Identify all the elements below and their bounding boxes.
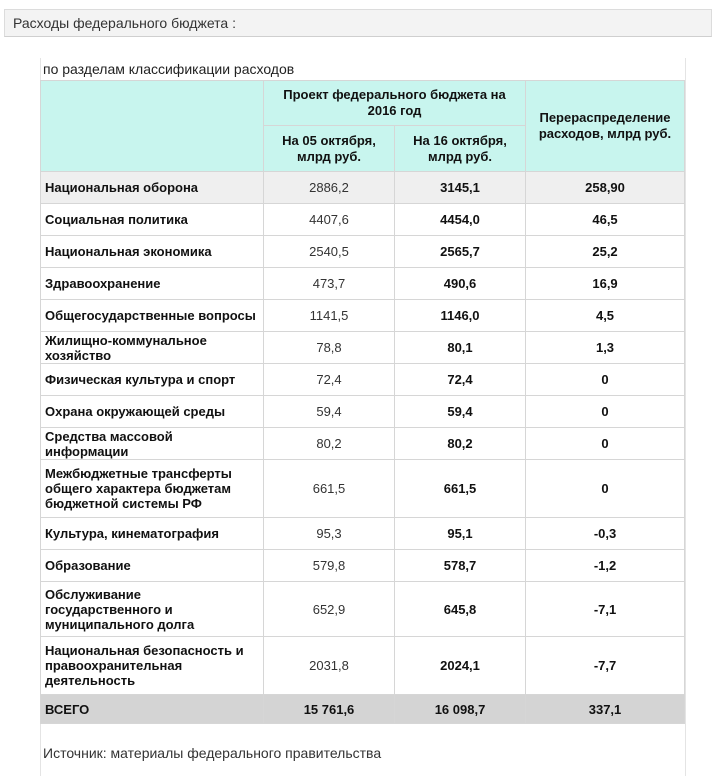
row-oct16: 4454,0 [395,204,526,236]
row-name: Охрана окружающей среды [41,396,264,428]
row-oct16: 95,1 [395,518,526,550]
total-name: ВСЕГО [41,695,264,724]
row-diff: 46,5 [526,204,685,236]
row-name: Социальная политика [41,204,264,236]
row-oct5: 59,4 [264,396,395,428]
table-row [41,332,685,364]
header-oct5: На 05 октября, млрд руб. [264,126,395,172]
table-row [41,518,685,550]
total-row [41,695,685,724]
row-name: Образование [41,550,264,582]
header-oct16: На 16 октября, млрд руб. [395,126,526,172]
table-row [41,550,685,582]
row-name: Национальная безопасность и правоохранительная деятельность [41,637,264,695]
table-row [41,396,685,428]
row-oct16: 59,4 [395,396,526,428]
row-oct16: 80,1 [395,332,526,364]
row-diff: 0 [526,364,685,396]
row-name: Обслуживание государственного и муниципального долга [41,582,264,637]
row-oct5: 579,8 [264,550,395,582]
row-oct5: 652,9 [264,582,395,637]
row-diff: -0,3 [526,518,685,550]
table-row [41,364,685,396]
row-name: Общегосударственные вопросы [41,300,264,332]
row-oct5: 95,3 [264,518,395,550]
row-oct16: 661,5 [395,460,526,518]
table-row [41,637,685,695]
header-blank-cell [41,81,264,172]
row-diff: 0 [526,428,685,460]
row-oct5: 473,7 [264,268,395,300]
table-row [41,300,685,332]
section-title: Расходы федерального бюджета : [13,15,236,31]
row-name: Межбюджетные трансферты общего характера бюджетам бюджетной системы РФ [41,460,264,518]
header-redistribution: Перераспределение расходов, млрд руб. [526,81,685,172]
row-oct16: 578,7 [395,550,526,582]
total-diff: 337,1 [526,695,685,724]
row-name: Физическая культура и спорт [41,364,264,396]
budget-table [40,80,685,724]
header-group-project: Проект федерального бюджета на 2016 год [264,81,526,126]
total-oct16: 16 098,7 [395,695,526,724]
row-diff: 4,5 [526,300,685,332]
row-name: Национальная экономика [41,236,264,268]
row-oct16: 3145,1 [395,172,526,204]
row-name: Здравоохранение [41,268,264,300]
row-oct16: 490,6 [395,268,526,300]
row-oct5: 2540,5 [264,236,395,268]
table-row [41,582,685,637]
row-name: Жилищно-коммунальное хозяйство [41,332,264,364]
table-row [41,428,685,460]
table-row [41,236,685,268]
row-oct5: 2031,8 [264,637,395,695]
total-oct5: 15 761,6 [264,695,395,724]
row-oct5: 72,4 [264,364,395,396]
row-diff: 1,3 [526,332,685,364]
row-oct5: 4407,6 [264,204,395,236]
row-oct16: 645,8 [395,582,526,637]
row-oct16: 2565,7 [395,236,526,268]
table-row [41,268,685,300]
row-oct16: 1146,0 [395,300,526,332]
row-oct16: 72,4 [395,364,526,396]
row-diff: 25,2 [526,236,685,268]
row-oct5: 661,5 [264,460,395,518]
row-diff: -1,2 [526,550,685,582]
row-diff: -7,1 [526,582,685,637]
row-diff: 0 [526,460,685,518]
table-row [41,172,685,204]
table-row [41,204,685,236]
row-oct5: 78,8 [264,332,395,364]
row-oct16: 80,2 [395,428,526,460]
table-caption: по разделам классификации расходов [43,61,295,77]
row-diff: 0 [526,396,685,428]
row-oct5: 80,2 [264,428,395,460]
row-diff: 258,90 [526,172,685,204]
row-name: Национальная оборона [41,172,264,204]
row-oct5: 1141,5 [264,300,395,332]
row-oct5: 2886,2 [264,172,395,204]
row-name: Культура, кинематография [41,518,264,550]
row-diff: -7,7 [526,637,685,695]
row-oct16: 2024,1 [395,637,526,695]
row-diff: 16,9 [526,268,685,300]
source-note: Источник: материалы федерального правительства [43,745,382,761]
section-header [4,9,712,37]
table-row [41,460,685,518]
row-name: Средства массовой информации [41,428,264,460]
